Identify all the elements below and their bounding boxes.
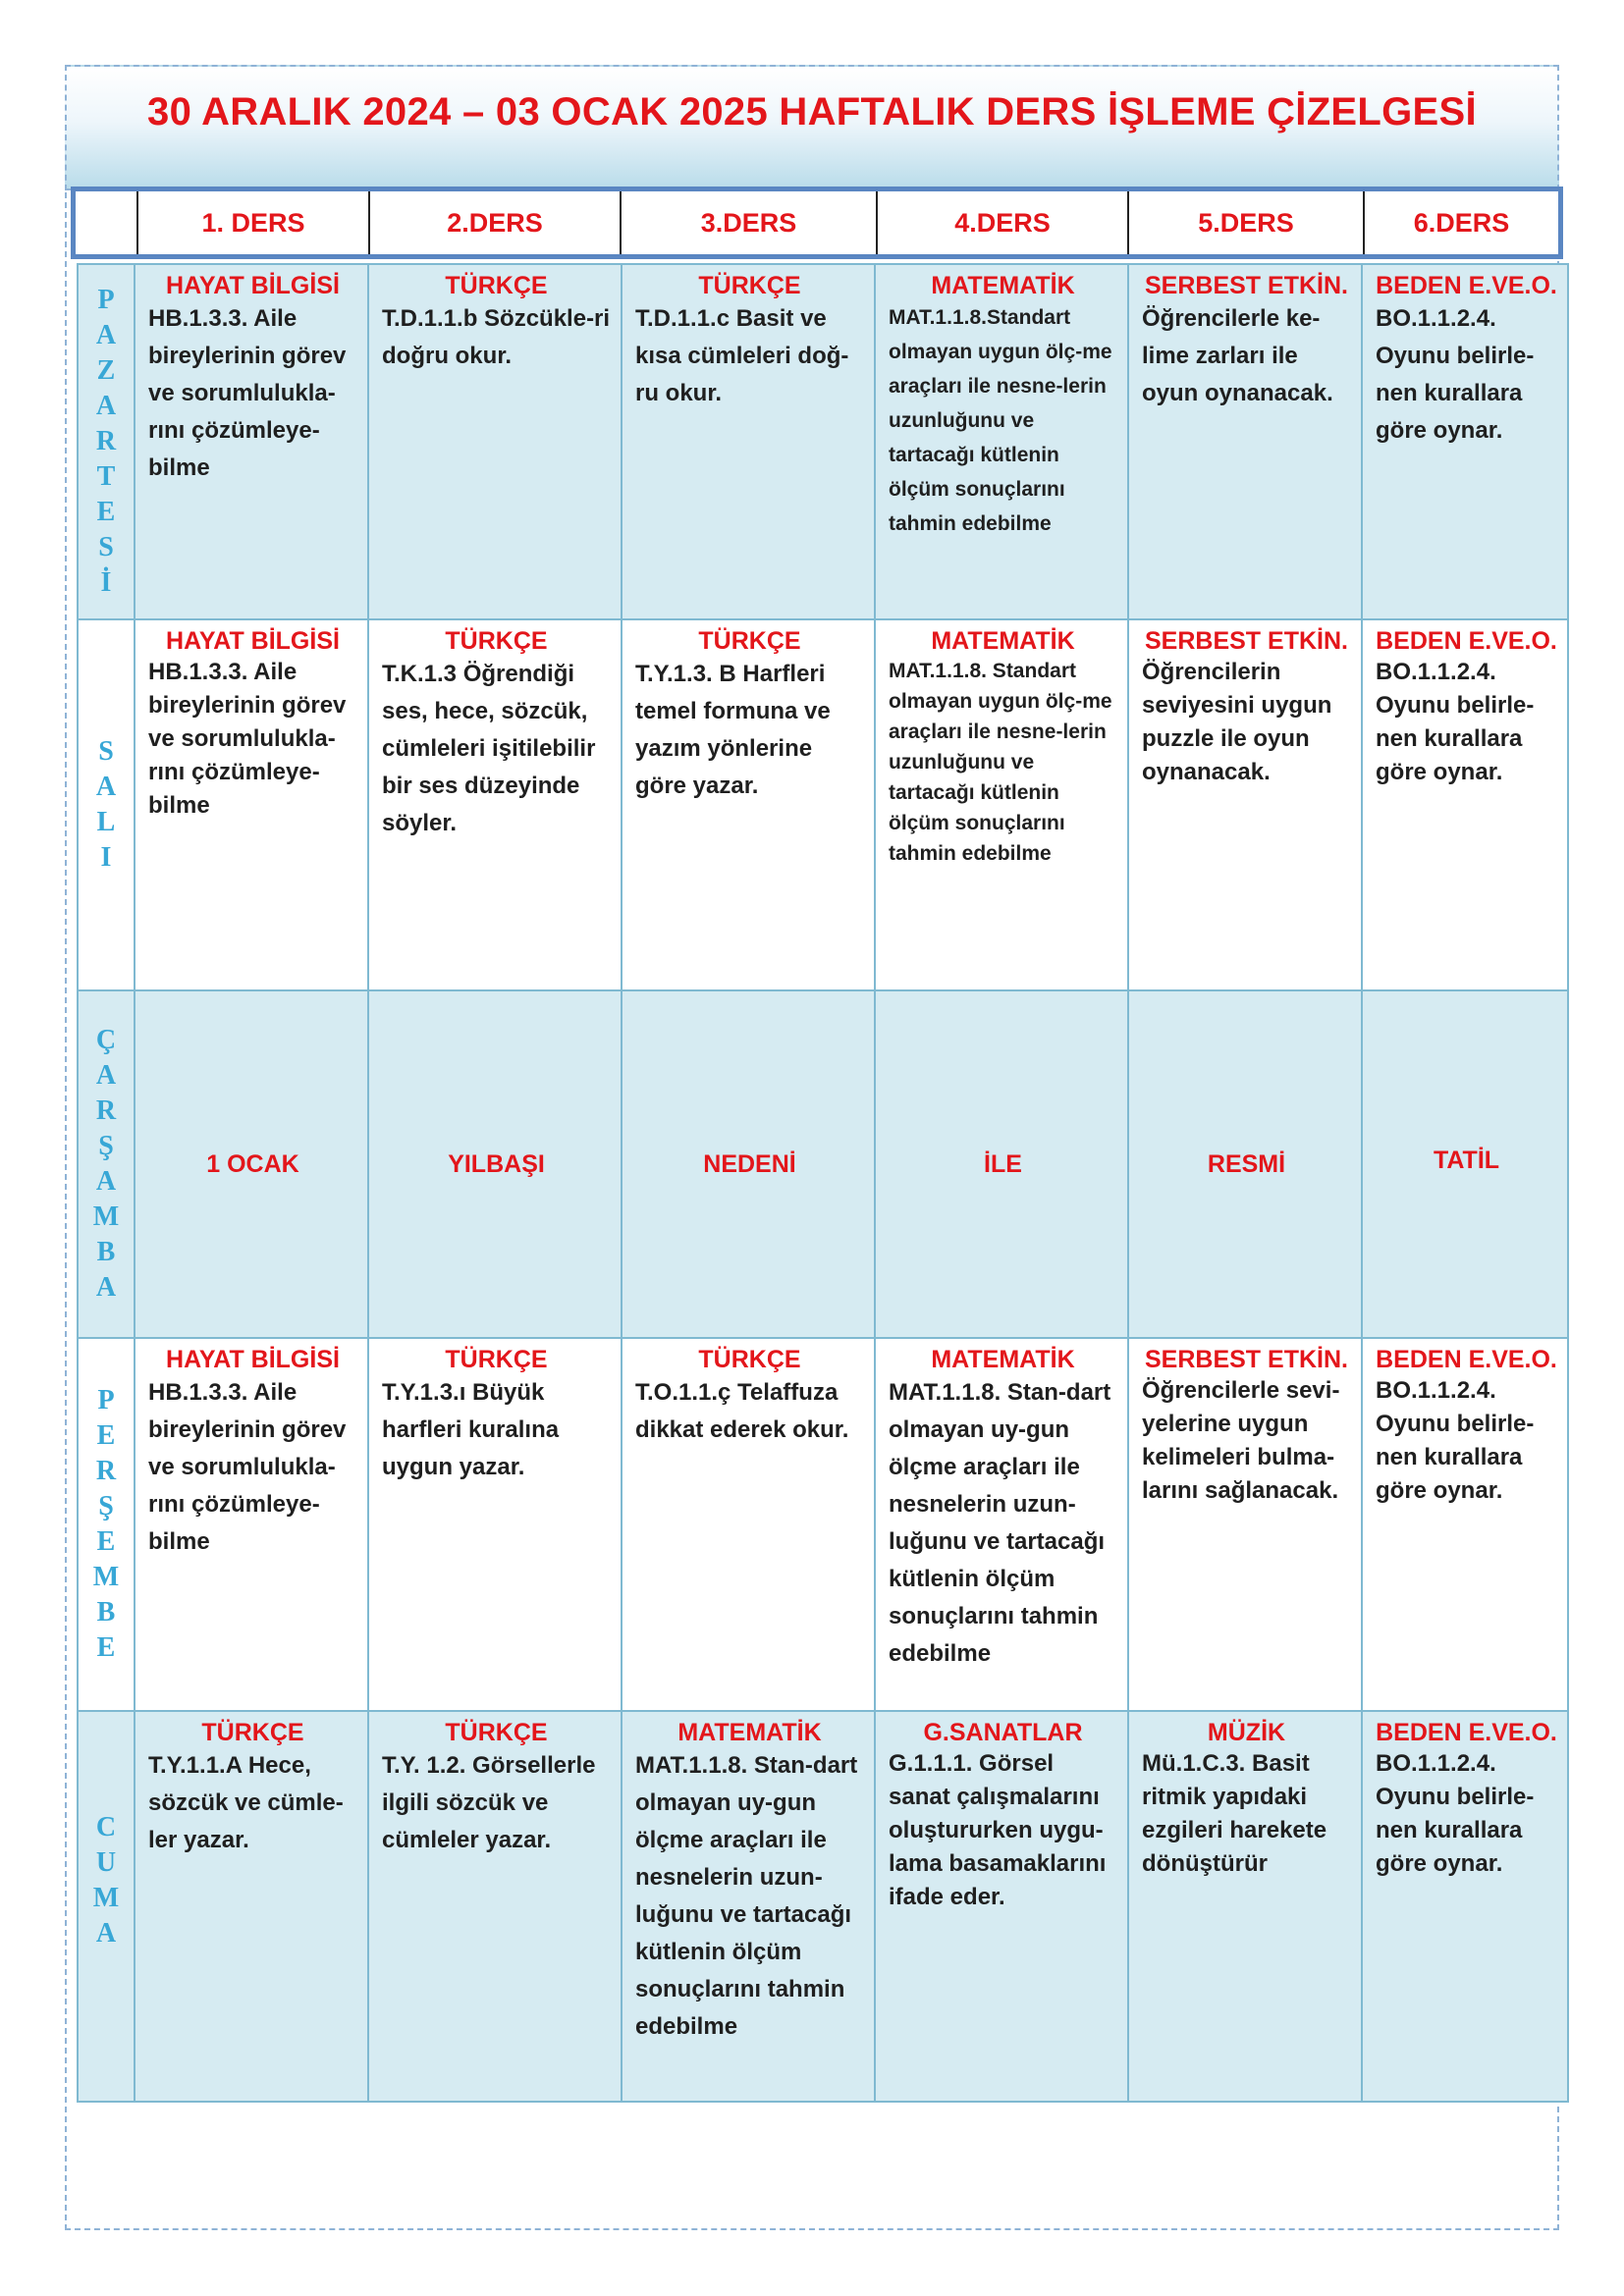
lesson-objective: T.K.1.3 Öğrendiği ses, hece, sözcük, cümleleri işitilebilir bir ses düzeyinde söyler. [382, 661, 596, 836]
lesson-subject: TÜRKÇE [201, 1719, 304, 1746]
holiday-cell: 1 OCAK [135, 991, 369, 1337]
lesson-cell [876, 1339, 1129, 1710]
day-row-friday [77, 1712, 1569, 2103]
lesson-objective: T.D.1.1.c Basit ve kısa cümleleri doğ-ru okur. [635, 305, 849, 406]
lesson-cell [623, 1712, 876, 2101]
lesson-subject: MÜZİK [1207, 1719, 1286, 1746]
day-row-monday [77, 263, 1569, 620]
lesson-subject: G.SANATLAR [923, 1719, 1083, 1746]
lesson-subject: BEDEN E.VE.O. [1376, 1719, 1557, 1746]
holiday-cell: RESMİ [1129, 991, 1363, 1337]
header-corner [76, 191, 138, 254]
day-name: P E R Ş E M B E [92, 1385, 120, 1663]
lesson-objective: T.O.1.1.ç Telaffuza dikkat ederek okur. [635, 1379, 849, 1443]
lesson-cell [623, 265, 876, 618]
lesson-cell [1363, 1339, 1569, 1710]
header-lesson-3: 3.DERS [622, 191, 878, 254]
lesson-subject: HAYAT BİLGİSİ [166, 272, 340, 299]
day-name: P A Z A R T E S İ [95, 285, 117, 598]
holiday-cell: İLE [876, 991, 1129, 1337]
lesson-objective: BO.1.1.2.4. Oyunu belirle-nen kurallara göre oynar. [1376, 1750, 1535, 1877]
day-name: C U M A [92, 1812, 120, 1949]
lesson-cell [369, 265, 623, 618]
lesson-cell [876, 1712, 1129, 2101]
lesson-subject: SERBEST ETKİN. [1145, 272, 1348, 299]
lesson-cell [369, 1712, 623, 2101]
lesson-cell [135, 1339, 369, 1710]
lesson-subject: SERBEST ETKİN. [1145, 627, 1348, 655]
lesson-cell [1363, 620, 1569, 989]
lesson-objective: T.Y. 1.2. Görsellerle ilgili sözcük ve cümleler yazar. [382, 1752, 596, 1853]
lesson-subject: TÜRKÇE [445, 1346, 548, 1373]
lesson-objective: Mü.1.C.3. Basit ritmik yapıdaki ezgileri harekete dönüştürür [1142, 1750, 1327, 1877]
lesson-subject: BEDEN E.VE.O. [1376, 272, 1557, 299]
lesson-objective: BO.1.1.2.4. Oyunu belirle-nen kurallara göre oynar. [1376, 1377, 1535, 1504]
lesson-objective: HB.1.3.3. Aile bireylerinin görev ve sorumlulukla-rını çözümleye-bilme [148, 659, 347, 819]
lesson-subject: BEDEN E.VE.O. [1376, 1346, 1557, 1373]
lesson-subject: MATEMATİK [677, 1719, 822, 1746]
lesson-objective: BO.1.1.2.4. Oyunu belirle-nen kurallara göre oynar. [1376, 305, 1535, 444]
schedule-grid [77, 263, 1569, 2103]
header-row [71, 187, 1563, 259]
lesson-cell [623, 1339, 876, 1710]
lesson-objective: T.D.1.1.b Sözcükle-ri doğru okur. [382, 305, 611, 369]
lesson-objective: T.Y.1.3. B Harfleri temel formuna ve yazım yönlerine göre yazar. [635, 661, 831, 799]
lesson-objective: Öğrencilerle ke-lime zarları ile oyun oynanacak. [1142, 305, 1333, 406]
header-lesson-4: 4.DERS [878, 191, 1129, 254]
lesson-subject: TÜRKÇE [698, 272, 801, 299]
day-label [77, 1712, 135, 2101]
lesson-cell [135, 265, 369, 618]
lesson-objective: T.Y.1.1.A Hece, sözcük ve cümle-ler yazar. [148, 1752, 344, 1853]
lesson-cell [1129, 1712, 1363, 2101]
lesson-subject: HAYAT BİLGİSİ [166, 627, 340, 655]
lesson-cell [876, 265, 1129, 618]
lesson-objective: MAT.1.1.8.Standart olmayan uygun ölç-me araçları ile nesne-lerin uzunluğunu ve tartacağı kütlenin ölçüm sonuçlarını tahmin edebilme [889, 306, 1112, 535]
header-lesson-2: 2.DERS [370, 191, 622, 254]
lesson-cell [369, 1339, 623, 1710]
day-label [77, 620, 135, 989]
lesson-objective: BO.1.1.2.4. Oyunu belirle-nen kurallara göre oynar. [1376, 659, 1535, 785]
day-row-wednesday [77, 991, 1569, 1339]
lesson-cell [1363, 265, 1569, 618]
day-label [77, 991, 135, 1337]
page-title: 30 ARALIK 2024 – 03 OCAK 2025 HAFTALIK DERS İŞLEME ÇİZELGESİ [147, 89, 1477, 133]
lesson-subject: TÜRKÇE [445, 272, 548, 299]
lesson-subject: SERBEST ETKİN. [1145, 1346, 1348, 1373]
lesson-cell [135, 1712, 369, 2101]
lesson-objective: Öğrencilerin seviyesini uygun puzzle ile oyun oynanacak. [1142, 659, 1332, 785]
day-name: Ç A R Ş A M B A [92, 1025, 120, 1303]
lesson-objective: Öğrencilerle sevi-yelerine uygun kelimeleri bulma-larını sağlanacak. [1142, 1377, 1340, 1504]
header-lesson-6: 6.DERS [1413, 207, 1510, 238]
header-lesson-1: 1. DERS [138, 191, 370, 254]
lesson-objective: MAT.1.1.8. Stan-dart olmayan uy-gun ölçme araçları ile nesnelerin uzun-luğunu ve tartacağı kütlenin ölçüm sonuçlarını tahmin edebilme [889, 1379, 1111, 1667]
lesson-subject: BEDEN E.VE.O. [1376, 627, 1557, 655]
lesson-subject: TÜRKÇE [698, 627, 801, 655]
lesson-cell [623, 620, 876, 989]
day-row-thursday [77, 1339, 1569, 1712]
header-lesson-5: 5.DERS [1129, 191, 1365, 254]
lesson-objective: MAT.1.1.8. Standart olmayan uygun ölç-me araçları ile nesne-lerin uzunluğunu ve tartacağı kütlenin ölçüm sonuçlarını tahmin edebilme [889, 660, 1112, 865]
lesson-subject: TÜRKÇE [698, 1346, 801, 1373]
holiday-cell: TATİL [1363, 991, 1569, 1337]
day-label [77, 1339, 135, 1710]
lesson-cell [1129, 265, 1363, 618]
lesson-cell [1363, 1712, 1569, 2101]
lesson-subject: MATEMATİK [931, 1346, 1075, 1373]
lesson-objective: T.Y.1.3.ı Büyük harfleri kuralına uygun yazar. [382, 1379, 560, 1480]
day-name: S A L I [95, 736, 117, 873]
lesson-subject: TÜRKÇE [445, 627, 548, 655]
lesson-objective: G.1.1.1. Görsel sanat çalışmalarını oluştururken uygu-lama basamaklarını ifade eder. [889, 1750, 1107, 1910]
lesson-subject: MATEMATİK [931, 272, 1075, 299]
title-banner [65, 65, 1559, 190]
holiday-cell: NEDENİ [623, 991, 876, 1337]
lesson-cell [135, 620, 369, 989]
lesson-cell [876, 620, 1129, 989]
lesson-objective: MAT.1.1.8. Stan-dart olmayan uy-gun ölçme araçları ile nesnelerin uzun-luğunu ve tartacağı kütlenin ölçüm sonuçlarını tahmin edebilme [635, 1752, 858, 2040]
lesson-cell [1129, 620, 1363, 989]
lesson-subject: MATEMATİK [931, 627, 1075, 655]
holiday-cell: YILBAŞI [369, 991, 623, 1337]
lesson-cell [1129, 1339, 1363, 1710]
day-row-tuesday [77, 620, 1569, 991]
lesson-cell [369, 620, 623, 989]
lesson-subject: HAYAT BİLGİSİ [166, 1346, 340, 1373]
lesson-objective: HB.1.3.3. Aile bireylerinin görev ve sorumlulukla-rını çözümleye-bilme [148, 305, 347, 481]
lesson-objective: HB.1.3.3. Aile bireylerinin görev ve sorumlulukla-rını çözümleye-bilme [148, 1379, 347, 1555]
lesson-subject: TÜRKÇE [445, 1719, 548, 1746]
day-label [77, 265, 135, 618]
